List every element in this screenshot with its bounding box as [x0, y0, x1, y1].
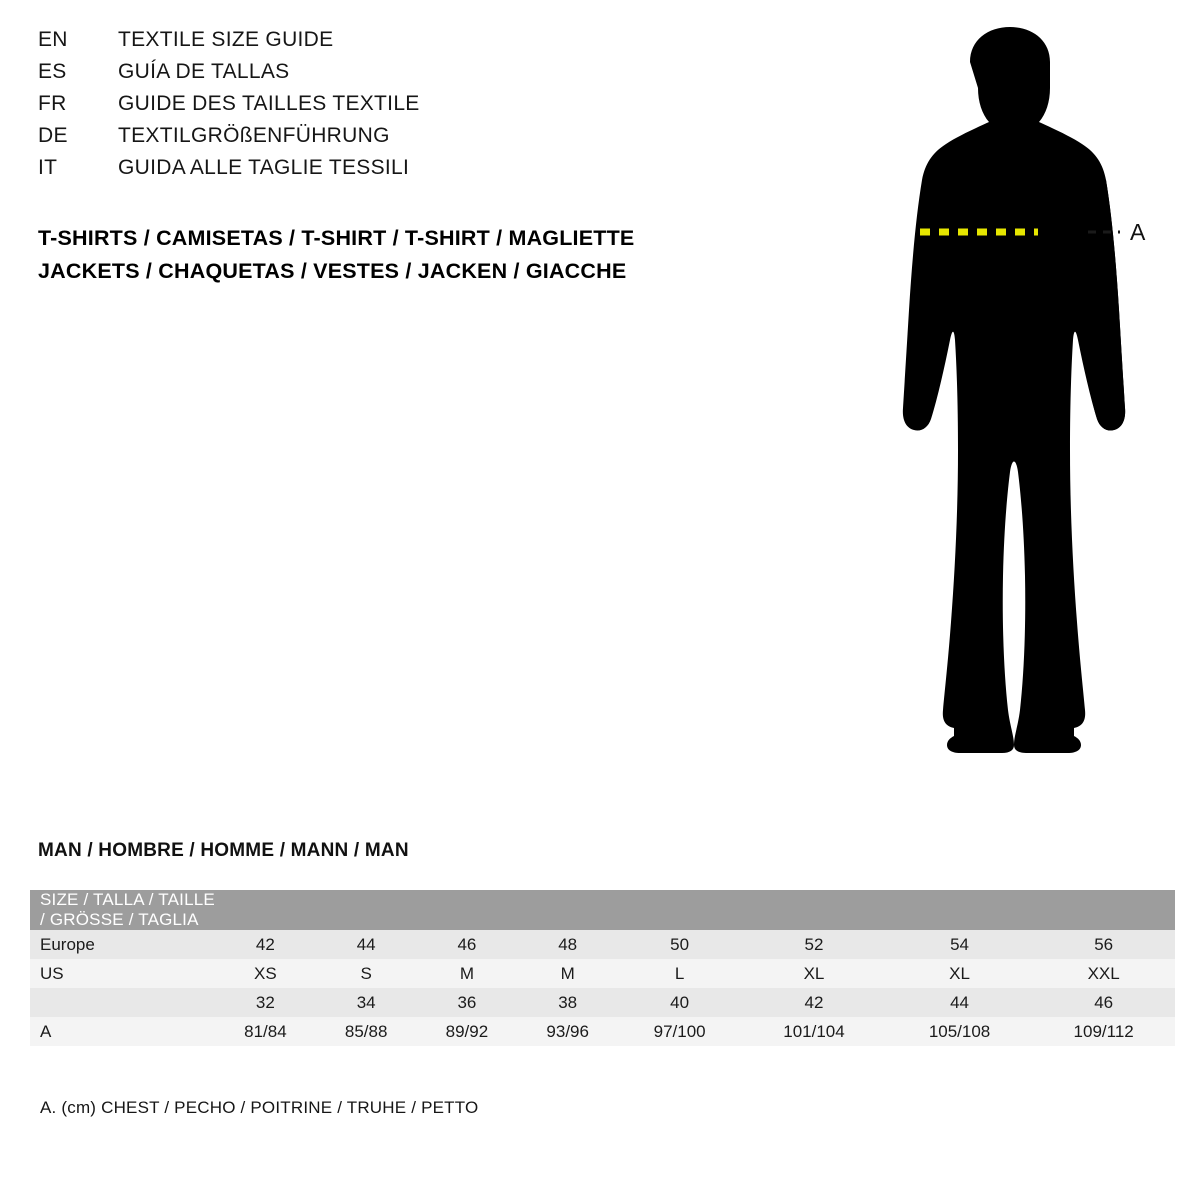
table-cell: L	[674, 963, 685, 983]
row-label: US	[40, 963, 64, 983]
table-cell: 81/84	[244, 1021, 287, 1041]
table-cell: XS	[254, 963, 277, 983]
table-cell: 48	[558, 934, 578, 954]
language-title: TEXTILGRÖßENFÜHRUNG	[118, 124, 390, 147]
language-row	[38, 92, 758, 124]
language-code: EN	[38, 28, 68, 51]
table-cell: 109/112	[1073, 1021, 1134, 1041]
table-cell: 44	[950, 992, 969, 1012]
language-code: DE	[38, 124, 68, 147]
language-title-block	[38, 28, 758, 188]
chest-measure-footnote: A. (cm) CHEST / PECHO / POITRINE / TRUHE / PETTO	[40, 1098, 479, 1117]
language-title: GUÍA DE TALLAS	[118, 60, 290, 83]
language-code: IT	[38, 156, 58, 179]
table-cell: XL	[949, 963, 970, 983]
table-cell: 46	[1094, 992, 1114, 1012]
language-code: ES	[38, 60, 67, 83]
table-header-blank	[1032, 890, 1175, 930]
table-header-blank	[316, 890, 417, 930]
table-cell: 40	[670, 992, 690, 1012]
garment-type-tshirts: T-SHIRTS / CAMISETAS / T-SHIRT / T-SHIRT / MAGLIETTE	[38, 226, 635, 250]
table-cell: 85/88	[344, 1021, 388, 1041]
garment-type-jackets: JACKETS / CHAQUETAS / VESTES / JACKEN / GIACCHE	[38, 259, 627, 283]
table-cell: 105/108	[928, 1021, 991, 1041]
table-cell: 101/104	[783, 1021, 845, 1041]
table-cell: 44	[356, 934, 376, 954]
silhouette-shape	[903, 27, 1125, 753]
table-cell: XXL	[1087, 963, 1120, 983]
table-header-blank	[517, 890, 618, 930]
table-cell: 50	[670, 934, 690, 954]
table-cell: 89/92	[445, 1021, 489, 1041]
garment-types-block	[38, 222, 798, 288]
table-header-blank	[887, 890, 1033, 930]
row-label: A	[40, 1021, 52, 1041]
table-cell: 42	[804, 992, 824, 1012]
table-cell: 52	[804, 934, 824, 954]
table-header-blank	[741, 890, 887, 930]
body-silhouette-figure	[820, 10, 1190, 800]
row-label	[30, 988, 215, 1017]
table-cell: 46	[457, 934, 477, 954]
table-row	[30, 988, 1175, 1017]
table-row	[30, 930, 1175, 959]
table-cell: S	[360, 963, 372, 983]
table-cell: 32	[255, 992, 275, 1012]
table-cell: 97/100	[653, 1021, 706, 1041]
language-row	[38, 124, 758, 156]
table-cell: 36	[457, 992, 477, 1012]
table-header-blank	[618, 890, 741, 930]
table-cell: 54	[950, 934, 969, 954]
table-cell: 56	[1094, 934, 1114, 954]
language-title: TEXTILE SIZE GUIDE	[118, 28, 334, 51]
language-title: GUIDE DES TAILLES TEXTILE	[118, 92, 420, 115]
row-label: Europe	[40, 934, 95, 954]
table-row	[30, 959, 1175, 988]
language-code: FR	[38, 92, 67, 115]
table-cell: M	[459, 963, 474, 983]
table-cell: XL	[803, 963, 825, 983]
chest-measure-label: A	[1130, 219, 1146, 245]
table-cell: 42	[255, 934, 275, 954]
language-row	[38, 28, 758, 60]
table-cell: 93/96	[546, 1021, 589, 1041]
table-header-row	[30, 890, 1175, 930]
language-row	[38, 60, 758, 92]
table-caption: MAN / HOMBRE / HOMME / MANN / MAN	[38, 840, 409, 861]
table-cell: M	[560, 963, 575, 983]
language-title: GUIDA ALLE TAGLIE TESSILI	[118, 156, 410, 179]
table-header-blank	[417, 890, 518, 930]
language-row	[38, 156, 758, 188]
table-header-blank	[215, 890, 316, 930]
size-table	[30, 890, 1175, 1046]
table-cell: 34	[356, 992, 376, 1012]
table-row	[30, 1017, 1175, 1046]
table-header-label: SIZE / TALLA / TAILLE / GRÖSSE / TAGLIA	[40, 890, 215, 929]
table-cell: 38	[558, 992, 578, 1012]
